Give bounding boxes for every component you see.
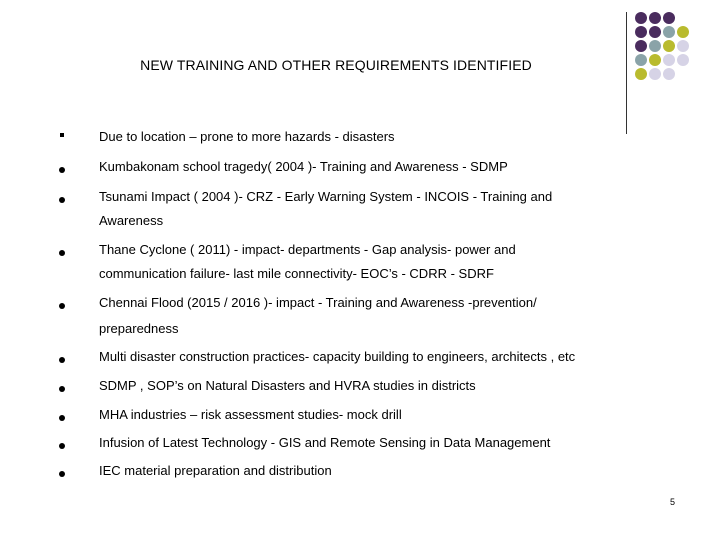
bullet-marker-icon [59,386,65,392]
decorative-dot [649,26,661,38]
bullet-text: Chennai Flood (2015 / 2016 )- impact - Training and Awareness -prevention/ [99,295,537,310]
decorative-dot [649,12,661,24]
bullet-text: Awareness [99,213,164,228]
decorative-dot [663,68,675,80]
decorative-dot [677,54,689,66]
decorative-dot [677,26,689,38]
bullet-text: preparedness [99,321,179,336]
bullet-marker-icon [59,197,65,203]
slide-title: NEW TRAINING AND OTHER REQUIREMENTS IDENTIFIED [140,57,532,73]
page-number: 5 [670,497,676,507]
bullet-marker-icon [60,133,64,137]
decorative-dot [635,54,647,66]
decorative-dot [677,40,689,52]
bullet-marker-icon [59,303,65,309]
bullet-marker-icon [59,167,65,173]
decorative-dot [663,40,675,52]
decorative-dot [663,26,675,38]
bullet-text: SDMP , SOP’s on Natural Disasters and HVRA studies in districts [99,378,476,393]
bullet-text: communication failure- last mile connectivity- EOC’s - CDRR - SDRF [99,266,494,281]
bullet-text: Kumbakonam school tragedy( 2004 )- Training and Awareness - SDMP [99,159,508,174]
bullet-marker-icon [59,250,65,256]
bullet-marker-icon [59,357,65,363]
decorative-vertical-rule [626,12,627,134]
decorative-dot [663,54,675,66]
decorative-dot [663,12,675,24]
decorative-dot [649,40,661,52]
bullet-marker-icon [59,471,65,477]
decorative-dot [635,40,647,52]
decorative-dot [649,54,661,66]
bullet-marker-icon [59,415,65,421]
bullet-text: IEC material preparation and distribution [99,463,332,478]
bullet-marker-icon [59,443,65,449]
decorative-dot [635,68,647,80]
decorative-dot [649,68,661,80]
bullet-text: Multi disaster construction practices- capacity building to engineers, architects , etc [99,349,576,364]
bullet-text: Infusion of Latest Technology - GIS and Remote Sensing in Data Management [99,435,551,450]
bullet-text: Tsunami Impact ( 2004 )- CRZ - Early Warning System - INCOIS - Training and [99,189,553,204]
bullet-text: Thane Cyclone ( 2011) - impact- departments - Gap analysis- power and [99,242,516,257]
bullet-text: MHA industries – risk assessment studies- mock drill [99,407,402,422]
bullet-text: Due to location – prone to more hazards - disasters [99,129,395,144]
decorative-dot [635,12,647,24]
decorative-dot [635,26,647,38]
